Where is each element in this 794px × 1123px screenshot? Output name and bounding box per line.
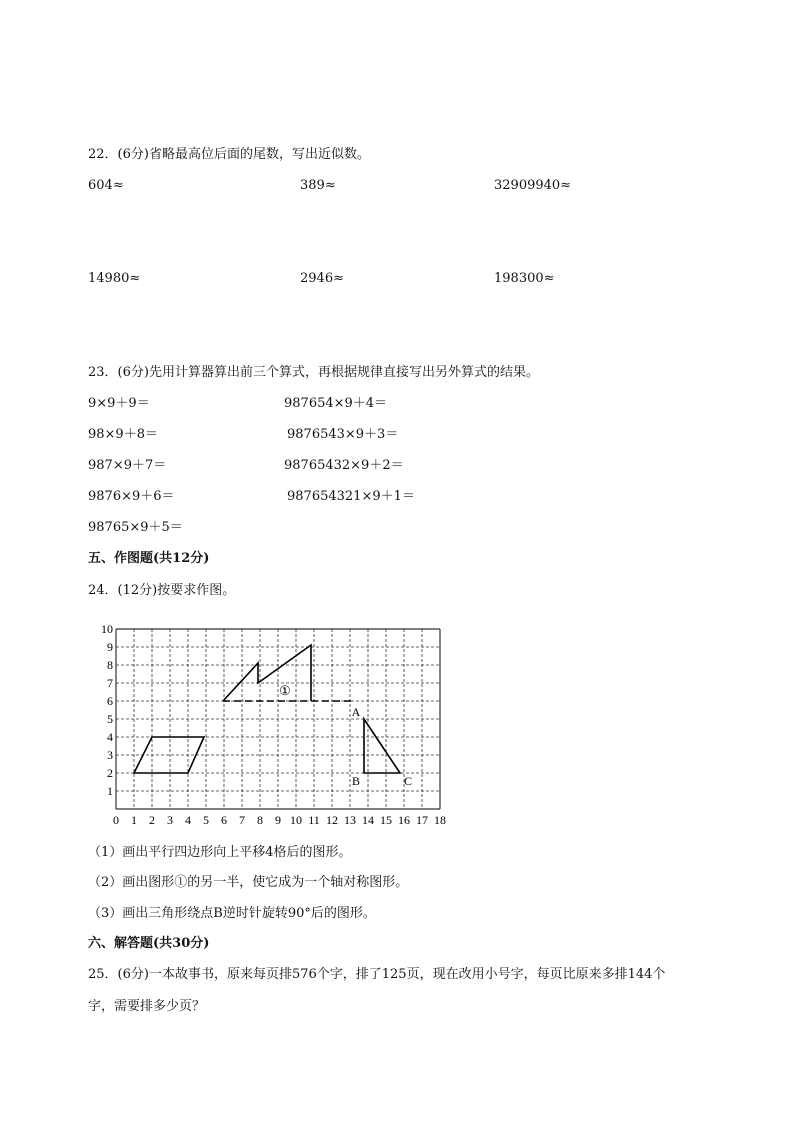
x-axis-tick-label: 14	[362, 813, 374, 827]
x-axis-tick-label: 18	[434, 813, 446, 827]
q22-item-4: 14980≈	[88, 271, 141, 286]
y-axis-labels	[101, 622, 113, 798]
q23-right-1: 987654×9＋4＝	[284, 396, 388, 411]
grid-lines	[116, 629, 440, 809]
y-axis-tick-label: 5	[107, 712, 113, 726]
q22-title: 22．(6分)省略最高位后面的尾数，写出近似数。	[88, 147, 370, 162]
q25-line-2: 字，需要排多少页？	[88, 999, 206, 1014]
triangle-shape	[364, 719, 400, 773]
q22-item-2: 389≈	[300, 178, 336, 193]
x-axis-tick-label: 15	[380, 813, 392, 827]
x-axis-tick-label: 0	[113, 813, 119, 827]
x-axis-tick-label: 16	[398, 813, 410, 827]
q22-item-1: 604≈	[88, 178, 124, 193]
x-axis-labels	[113, 813, 446, 827]
q23-title: 23．(6分)先用计算器算出前三个算式，再根据规律直接写出另外算式的结果。	[88, 365, 539, 380]
x-axis-tick-label: 17	[416, 813, 428, 827]
q24-task-1: （1）画出平行四边形向上平移4格后的图形。	[88, 845, 352, 860]
y-axis-tick-label: 7	[107, 676, 113, 690]
y-axis-tick-label: 1	[107, 784, 113, 798]
q23-right-2: 9876543×9＋3＝	[287, 427, 399, 442]
q23-left-4: 9876×9＋6＝	[88, 489, 175, 504]
q22-item-3: 32909940≈	[494, 178, 572, 193]
q22-item-5: 2946≈	[300, 271, 344, 286]
x-axis-tick-label: 10	[290, 813, 302, 827]
x-axis-tick-label: 1	[131, 813, 137, 827]
x-axis-tick-label: 2	[149, 813, 155, 827]
point-c-label: C	[404, 774, 413, 788]
x-axis-tick-label: 7	[239, 813, 245, 827]
y-axis-tick-label: 3	[107, 748, 113, 762]
point-a-label: A	[351, 705, 361, 719]
q23-left-2: 98×9＋8＝	[88, 427, 158, 442]
q24-task-3: （3）画出三角形绕点B逆时针旋转90°后的图形。	[88, 906, 376, 921]
q23-left-3: 987×9＋7＝	[88, 458, 167, 473]
x-axis-tick-label: 8	[257, 813, 263, 827]
q25-line-1: 25．(6分)一本故事书，原来每页排576个字，排了125页，现在改用小号字，每页比原来多排144个	[88, 967, 666, 982]
shape-label: ①	[279, 683, 291, 698]
y-axis-tick-label: 2	[107, 766, 113, 780]
y-axis-tick-label: 8	[107, 658, 113, 672]
q23-right-3: 98765432×9＋2＝	[284, 458, 404, 473]
q23-right-4: 987654321×9＋1＝	[287, 489, 415, 504]
x-axis-tick-label: 4	[185, 813, 191, 827]
q24-grid-figure	[80, 612, 450, 832]
x-axis-tick-label: 3	[167, 813, 173, 827]
y-axis-tick-label: 4	[107, 730, 113, 744]
x-axis-tick-label: 11	[308, 813, 320, 827]
section5-heading: 五、作图题(共12分)	[88, 551, 210, 566]
y-axis-tick-label: 6	[107, 694, 113, 708]
x-axis-tick-label: 6	[221, 813, 227, 827]
q22-item-6: 198300≈	[494, 271, 555, 286]
point-b-label: B	[351, 774, 361, 788]
y-axis-tick-label: 9	[107, 640, 113, 654]
y-axis-tick-label: 10	[101, 622, 113, 636]
x-axis-tick-label: 9	[275, 813, 281, 827]
x-axis-tick-label: 12	[326, 813, 338, 827]
x-axis-tick-label: 13	[344, 813, 356, 827]
section6-heading: 六、解答题(共30分)	[88, 936, 210, 951]
x-axis-tick-label: 5	[203, 813, 209, 827]
half-figure-shape	[223, 645, 311, 701]
q23-left-1: 9×9＋9＝	[88, 396, 150, 411]
q24-task-2: （2）画出图形①的另一半，使它成为一个轴对称图形。	[88, 875, 409, 890]
q24-title: 24．(12分)按要求作图。	[88, 583, 236, 598]
q23-left-5: 98765×9＋5＝	[88, 520, 183, 535]
